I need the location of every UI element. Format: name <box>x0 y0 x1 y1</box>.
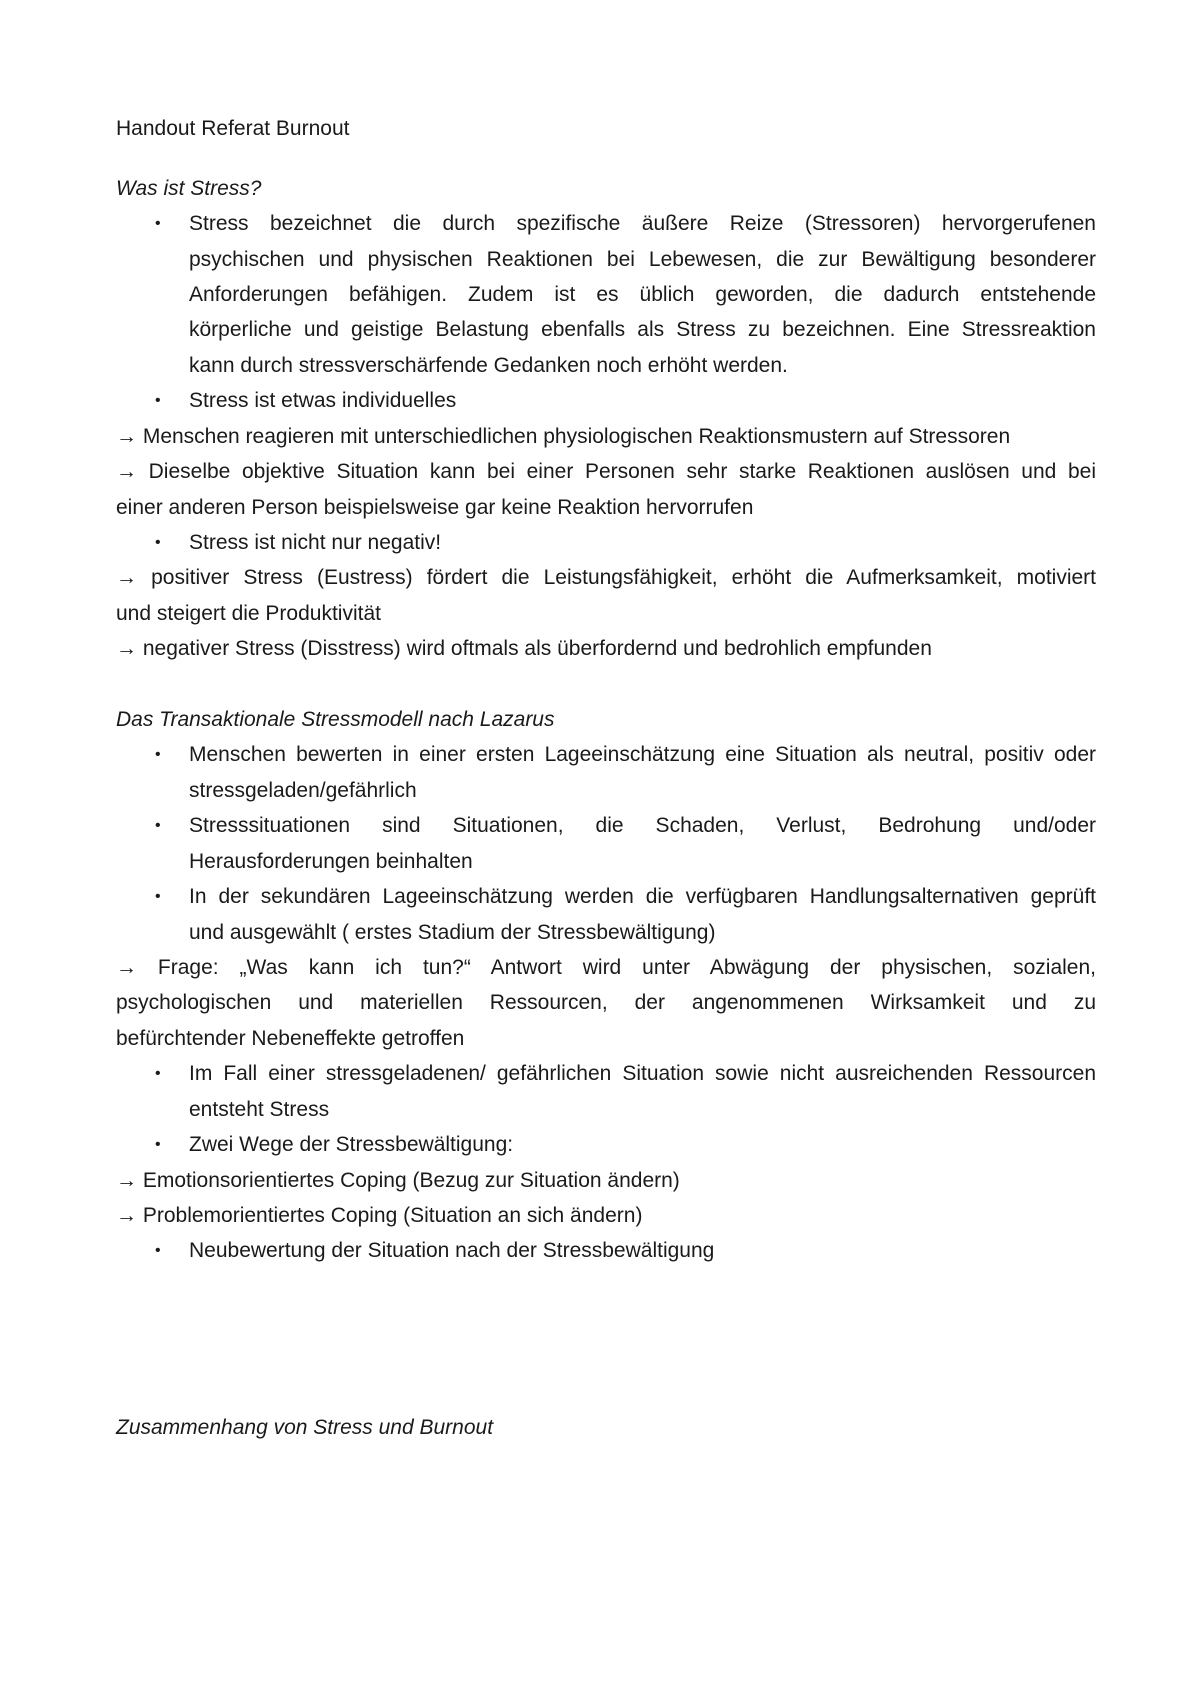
paragraph-line: Stresssituationen sind Situationen, die Schaden, Verlust, Bedrohung und/oder <box>189 814 1096 837</box>
paragraph-line: Im Fall einer stressgeladenen/ gefährlichen Situation sowie nicht ausreichenden Ressourcen <box>189 1062 1096 1085</box>
paragraph-line: entsteht Stress <box>189 1098 330 1121</box>
arrow-note: → Menschen reagieren mit unterschiedlichen physiologischen Reaktionsmustern auf Stressoren <box>116 425 1011 448</box>
paragraph-line: Stress bezeichnet die durch spezifische äußere Reize (Stressoren) hervorgerufenen <box>189 212 1096 235</box>
bullet-item: Stress ist nicht nur negativ! <box>189 531 442 554</box>
bullet-marker: • <box>155 215 161 232</box>
bullet-item: Zwei Wege der Stressbewältigung: <box>189 1133 514 1156</box>
bullet-marker: • <box>155 1136 161 1153</box>
paragraph-line: psychischen und physischen Reaktionen bei Lebewesen, die zur Bewältigung besonderer <box>189 248 1096 271</box>
section-heading-lazarus: Das Transaktionale Stressmodell nach Lazarus <box>116 708 555 731</box>
bullet-marker: • <box>155 888 161 905</box>
arrow-note-continuation: psychologischen und materiellen Ressourcen, der angenommenen Wirksamkeit und zu <box>116 991 1096 1014</box>
arrow-note: → Dieselbe objektive Situation kann bei einer Personen sehr starke Reaktionen auslösen und bei <box>116 460 1096 483</box>
arrow-note-continuation: einer anderen Person beispielsweise gar keine Reaktion hervorrufen <box>116 496 754 519</box>
paragraph-line: stressgeladen/gefährlich <box>189 779 417 802</box>
bullet-item: Neubewertung der Situation nach der Stressbewältigung <box>189 1239 715 1262</box>
bullet-item: Stress ist etwas individuelles <box>189 389 457 412</box>
arrow-note: → Frage: „Was kann ich tun?“ Antwort wird unter Abwägung der physischen, sozialen, <box>116 956 1096 979</box>
paragraph-line: und ausgewählt ( erstes Stadium der Stressbewältigung) <box>189 921 716 944</box>
document-title: Handout Referat Burnout <box>116 117 350 140</box>
arrow-note: → Emotionsorientiertes Coping (Bezug zur Situation ändern) <box>116 1169 680 1192</box>
section-heading-stress: Was ist Stress? <box>116 177 262 200</box>
arrow-note-continuation: befürchtender Nebeneffekte getroffen <box>116 1027 465 1050</box>
bullet-marker: • <box>155 534 161 551</box>
bullet-marker: • <box>155 817 161 834</box>
paragraph-line: Anforderungen befähigen. Zudem ist es üblich geworden, die dadurch entstehende <box>189 283 1096 306</box>
bullet-marker: • <box>155 1065 161 1082</box>
paragraph-line: In der sekundären Lageeinschätzung werden die verfügbaren Handlungsalternativen geprüft <box>189 885 1096 908</box>
section-heading-burnout: Zusammenhang von Stress und Burnout <box>116 1416 494 1439</box>
arrow-note-continuation: und steigert die Produktivität <box>116 602 381 625</box>
paragraph-line: körperliche und geistige Belastung ebenfalls als Stress zu bezeichnen. Eine Stressreaktion <box>189 318 1096 341</box>
bullet-marker: • <box>155 392 161 409</box>
paragraph-line: Menschen bewerten in einer ersten Lageeinschätzung eine Situation als neutral, positiv oder <box>189 743 1096 766</box>
arrow-note: → Problemorientiertes Coping (Situation an sich ändern) <box>116 1204 643 1227</box>
paragraph-line: Herausforderungen beinhalten <box>189 850 473 873</box>
arrow-note: → positiver Stress (Eustress) fördert die Leistungsfähigkeit, erhöht die Aufmerksamkeit, motiviert <box>116 566 1096 589</box>
arrow-note: → negativer Stress (Disstress) wird oftmals als überfordernd und bedrohlich empfunden <box>116 637 932 660</box>
bullet-marker: • <box>155 746 161 763</box>
paragraph-line: kann durch stressverschärfende Gedanken noch erhöht werden. <box>189 354 788 377</box>
bullet-marker: • <box>155 1242 161 1259</box>
